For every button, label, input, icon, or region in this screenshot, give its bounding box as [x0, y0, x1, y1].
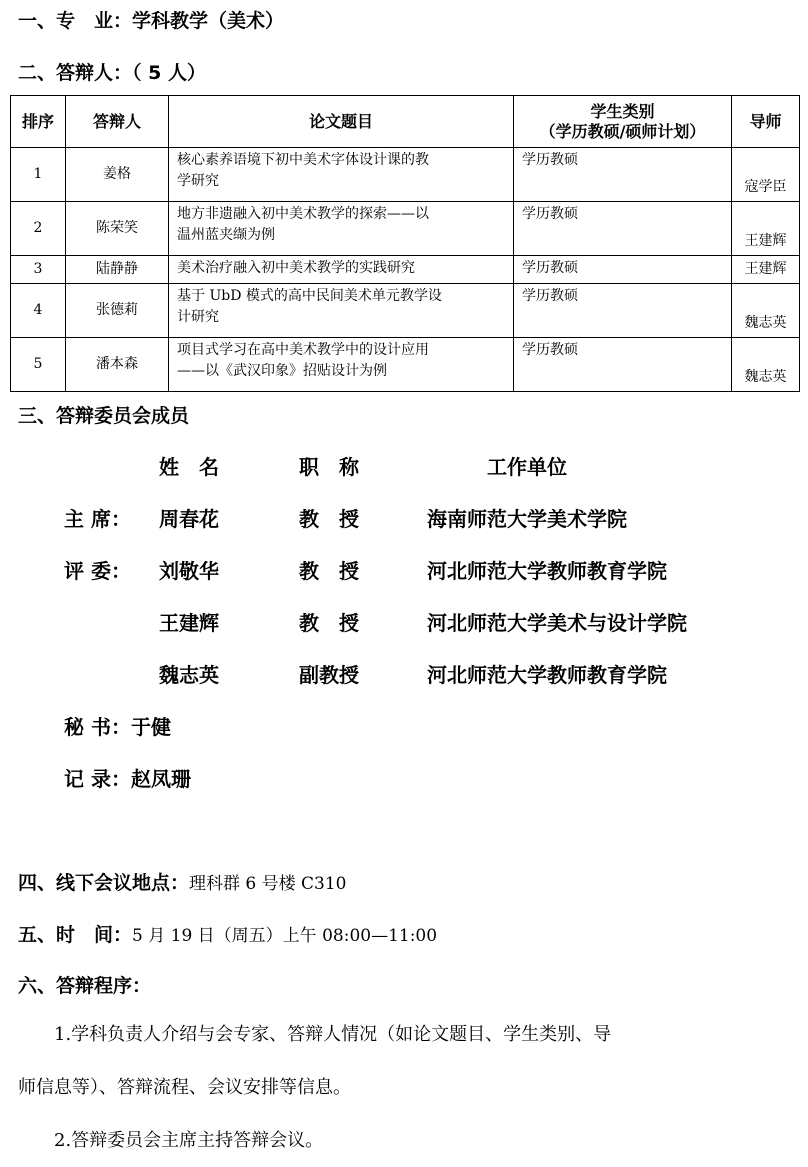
time-value: 5 月 19 日（周五）上午 08:00—11:00: [132, 926, 438, 946]
cell-title: [169, 202, 514, 256]
member-title: 教 授: [299, 559, 359, 583]
member-unit: 河北师范大学教师教育学院: [427, 663, 667, 687]
major-line: [18, 6, 284, 33]
cell-title-line: 温州蓝夹缬为例: [177, 227, 275, 243]
procedure-heading: 六、答辩程序：: [18, 975, 152, 997]
cell-title-line: 学研究: [177, 173, 219, 189]
col-header-category: [514, 96, 732, 148]
cell-title: [169, 284, 514, 338]
cell-title-line: 核心素养语境下初中美术字体设计课的教: [177, 152, 429, 168]
chair-role: 主 席：: [64, 507, 131, 531]
member-name: 刘敬华: [159, 559, 219, 583]
cell-category: 学历教硕: [514, 202, 732, 256]
cell-candidate: 张德莉: [66, 284, 169, 338]
member-unit: 海南师范大学美术学院: [427, 507, 627, 531]
committee-col-title: 职 称: [299, 455, 359, 479]
cell-candidate: 陈荣笑: [66, 202, 169, 256]
cell-order: 4: [11, 284, 66, 338]
col-header-title: 论文题目: [169, 96, 514, 148]
cell-title-line: ——以《武汉印象》招贴设计为例: [177, 363, 387, 379]
committee-col-name: 姓 名: [159, 455, 219, 479]
candidates-line: 二、答辩人：（ 5 人）: [18, 62, 206, 84]
member-name: 王建辉: [159, 611, 219, 635]
table-row: [11, 256, 800, 284]
secretary: 秘 书：于健: [64, 715, 171, 739]
col-header-category-l1: 学生类别: [590, 101, 655, 121]
table-row: [11, 148, 800, 202]
cell-order: 3: [11, 256, 66, 284]
time-line: [18, 920, 437, 947]
cell-title-line: 项目式学习在高中美术教学中的设计应用: [177, 342, 429, 358]
table-row: [11, 202, 800, 256]
col-header-candidate: 答辩人: [66, 96, 169, 148]
cell-title: [169, 148, 514, 202]
cell-supervisor: 魏志英: [732, 338, 800, 392]
cell-title: [169, 338, 514, 392]
venue-line: [18, 868, 347, 895]
member-unit: 河北师范大学美术与设计学院: [427, 611, 687, 635]
cell-candidate: 潘本森: [66, 338, 169, 392]
member-title: 教 授: [299, 507, 359, 531]
recorder: 记 录：赵凤珊: [64, 767, 191, 791]
committee-col-unit: 工作单位: [487, 455, 567, 479]
cell-category: 学历教硕: [514, 256, 732, 284]
cell-title-line: 计研究: [177, 309, 219, 325]
table-header-row: [11, 96, 800, 148]
cell-order: 1: [11, 148, 66, 202]
table-row: [11, 338, 800, 392]
cell-supervisor: 寇学臣: [732, 148, 800, 202]
cell-title-line: 地方非遗融入初中美术教学的探索——以: [177, 206, 429, 222]
cell-supervisor: 王建辉: [732, 256, 800, 284]
cell-order: 5: [11, 338, 66, 392]
cell-category: 学历教硕: [514, 148, 732, 202]
major-value: 学科教学（美术）: [132, 10, 285, 32]
venue-value: 理科群 6 号楼 C310: [189, 874, 347, 894]
cell-supervisor: 魏志英: [732, 284, 800, 338]
member-name: 周春花: [159, 507, 219, 531]
table-row: [11, 284, 800, 338]
cell-candidate: 姜格: [66, 148, 169, 202]
member-role: 评 委：: [64, 559, 131, 583]
member-title: 教 授: [299, 611, 359, 635]
cell-category: 学历教硕: [514, 284, 732, 338]
cell-category: 学历教硕: [514, 338, 732, 392]
procedure-item-1-line: 1.学科负责人介绍与会专家、答辩人情况（如论文题目、学生类别、导: [54, 1024, 612, 1045]
col-header-supervisor: 导师: [732, 96, 800, 148]
procedure-item-1-cont: 师信息等）、答辩流程、会议安排等信息。: [18, 1077, 351, 1098]
cell-title: 美术治疗融入初中美术教学的实践研究: [169, 256, 514, 284]
cell-order: 2: [11, 202, 66, 256]
member-unit: 河北师范大学教师教育学院: [427, 559, 667, 583]
cell-supervisor: 王建辉: [732, 202, 800, 256]
col-header-category-l2: （学历教硕/硕师计划）: [539, 121, 706, 141]
procedure-item-2: 2.答辩委员会主席主持答辩会议。: [54, 1130, 324, 1151]
defense-table: [10, 95, 800, 392]
time-label: 五、时 间：: [18, 924, 133, 946]
major-label: 一、专 业：: [18, 10, 133, 32]
cell-candidate: 陆静静: [66, 256, 169, 284]
procedure-item-1: [18, 1008, 790, 1061]
cell-title-line: 基于 UbD 模式的高中民间美术单元教学设: [177, 288, 442, 304]
member-title: 副教授: [299, 663, 359, 687]
member-name: 魏志英: [159, 663, 219, 687]
col-header-order: 排序: [11, 96, 66, 148]
venue-label: 四、线下会议地点：: [18, 872, 190, 894]
committee-heading: 三、答辩委员会成员: [18, 405, 190, 427]
